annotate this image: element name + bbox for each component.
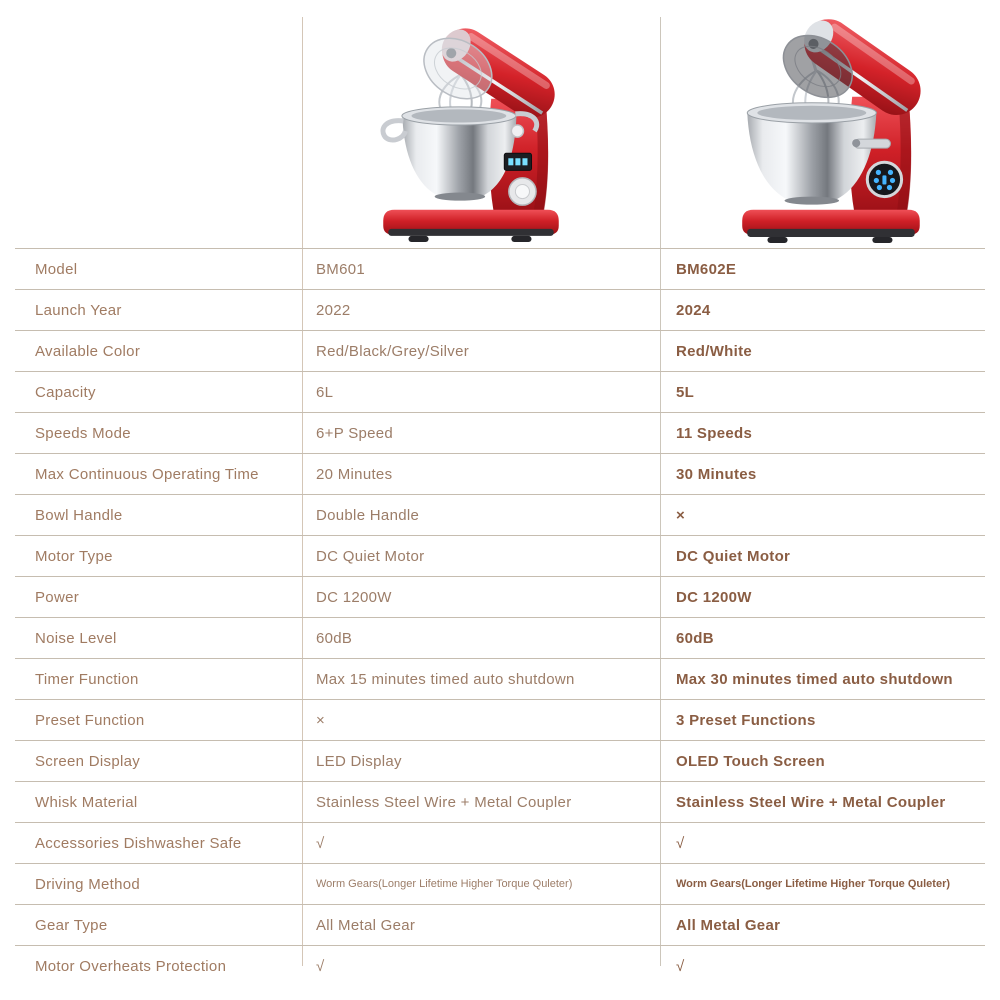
spec-value-bm602e: Max 30 minutes timed auto shutdown (676, 670, 953, 688)
spec-value-bm602e: BM602E (676, 260, 737, 278)
spec-value-bm602e: Worm Gears(Longer Lifetime Higher Torque Quleter) (676, 877, 951, 890)
spec-row-available-color (15, 330, 985, 371)
spec-row-bowl-handle (15, 494, 985, 535)
mixer-lid (413, 26, 504, 111)
spec-label: Accessories Dishwasher Safe (35, 834, 242, 852)
spec-label: Motor Type (35, 547, 113, 565)
spec-value-bm602e: × (676, 506, 686, 524)
spec-label: Driving Method (35, 875, 141, 893)
spec-row-power (15, 576, 985, 617)
spec-value-bm601: BM601 (316, 260, 366, 278)
spec-table (15, 248, 985, 986)
spec-value-bm601: Red/Black/Grey/Silver (316, 342, 470, 360)
mixer-base (383, 210, 559, 242)
spec-value-bm602e: DC 1200W (676, 588, 752, 606)
spec-row-preset-function (15, 699, 985, 740)
spec-label: Screen Display (35, 752, 141, 770)
spec-value-bm601: 2022 (316, 301, 351, 319)
spec-value-bm601: 6+P Speed (316, 424, 394, 442)
spec-value-bm601: 6L (316, 383, 334, 401)
spec-value-bm602e: 30 Minutes (676, 465, 757, 483)
spec-label: Noise Level (35, 629, 117, 647)
spec-value-bm602e: √ (676, 957, 685, 975)
spec-label: Preset Function (35, 711, 145, 729)
spec-value-bm602e: Stainless Steel Wire + Metal Coupler (676, 793, 946, 811)
spec-label: Max Continuous Operating Time (35, 465, 259, 483)
spec-value-bm602e: 5L (676, 383, 695, 401)
product-image-band (0, 0, 1000, 248)
spec-label: Available Color (35, 342, 141, 360)
spec-row-speeds-mode (15, 412, 985, 453)
spec-label: Launch Year (35, 301, 122, 319)
spec-value-bm602e: 3 Preset Functions (676, 711, 816, 729)
spec-value-bm602e: OLED Touch Screen (676, 752, 826, 770)
spec-label: Gear Type (35, 916, 108, 934)
spec-row-noise-level (15, 617, 985, 658)
spec-row-motor-type (15, 535, 985, 576)
spec-value-bm601: × (316, 711, 326, 729)
spec-label: Power (35, 588, 80, 606)
spec-label: Capacity (35, 383, 96, 401)
spec-value-bm602e: 2024 (676, 301, 711, 319)
spec-label: Timer Function (35, 670, 139, 688)
spec-value-bm601: 20 Minutes (316, 465, 393, 483)
spec-row-whisk-material (15, 781, 985, 822)
spec-row-model (15, 248, 985, 289)
mixer-base (742, 210, 920, 243)
spec-value-bm601: Double Handle (316, 506, 420, 524)
product-image-bm601 (368, 12, 574, 244)
spec-value-bm602e: √ (676, 834, 685, 852)
spec-value-bm601: √ (316, 957, 325, 975)
spec-value-bm601: Worm Gears(Longer Lifetime Higher Torque Quleter) (316, 877, 573, 890)
spec-value-bm601: Stainless Steel Wire + Metal Coupler (316, 793, 572, 811)
spec-row-driving-method (15, 863, 985, 904)
spec-value-bm601: All Metal Gear (316, 916, 416, 934)
spec-value-bm601: DC Quiet Motor (316, 547, 425, 565)
spec-row-screen-display (15, 740, 985, 781)
spec-value-bm602e: Red/White (676, 342, 753, 360)
spec-value-bm602e: 11 Speeds (676, 424, 753, 442)
spec-value-bm602e: DC Quiet Motor (676, 547, 791, 565)
spec-value-bm602e: 60dB (676, 629, 714, 647)
spec-label: Model (35, 260, 78, 278)
spec-value-bm601: LED Display (316, 752, 402, 770)
spec-row-timer-function (15, 658, 985, 699)
spec-value-bm601: DC 1200W (316, 588, 392, 606)
spec-row-max-operating-time (15, 453, 985, 494)
bowl-handle-left (383, 121, 405, 140)
spec-row-capacity (15, 371, 985, 412)
spec-value-bm602e: All Metal Gear (676, 916, 781, 934)
pulse-button (511, 125, 523, 137)
spec-value-bm601: Max 15 minutes timed auto shutdown (316, 670, 575, 688)
spec-label: Speeds Mode (35, 424, 131, 442)
spec-row-launch-year (15, 289, 985, 330)
spec-label: Motor Overheats Protection (35, 957, 227, 975)
spec-label: Whisk Material (35, 793, 138, 811)
spec-row-dishwasher-safe (15, 822, 985, 863)
spec-value-bm601: 60dB (316, 629, 353, 647)
spec-row-overheat-protection (15, 945, 985, 986)
spec-value-bm601: √ (316, 834, 325, 852)
spec-label: Bowl Handle (35, 506, 123, 524)
product-image-bm602e (731, 12, 937, 244)
spec-row-gear-type (15, 904, 985, 945)
